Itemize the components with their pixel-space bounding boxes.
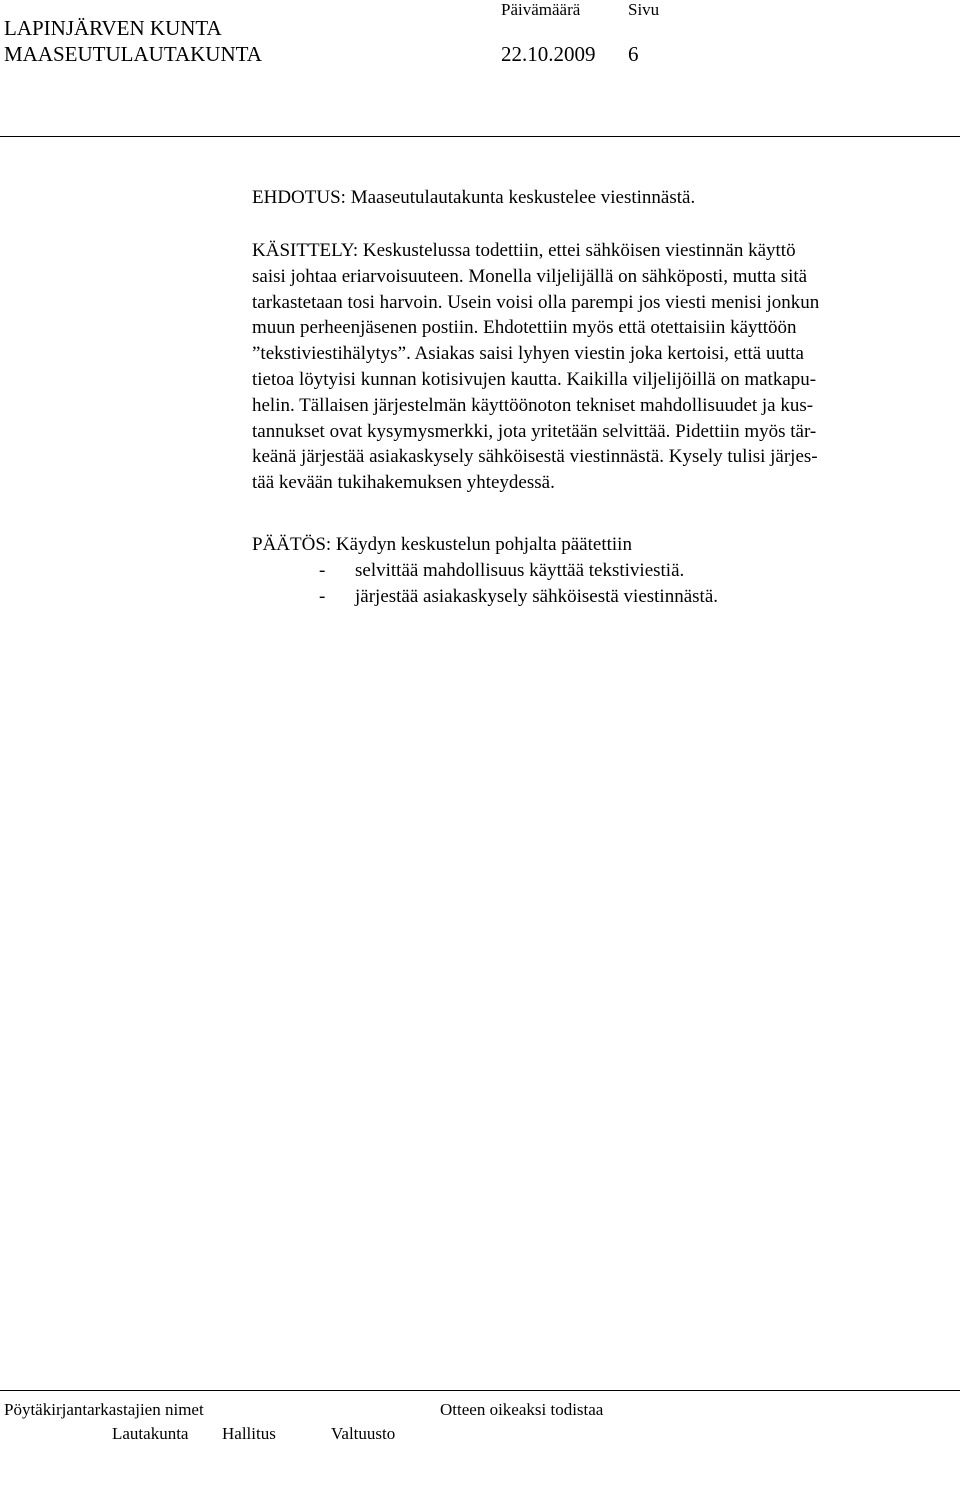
document-date: 22.10.2009 [501, 42, 596, 66]
council-label: Valtuusto [331, 1424, 396, 1443]
discussion-line: tietoa löytyisi kunnan kotisivujen kautta. Kaikilla viljelijöillä on matkapu- [252, 368, 817, 390]
certification-label: Otteen oikeaksi todistaa [440, 1400, 604, 1419]
discussion-line: tää kevään tukihakemuksen yhteydessä. [252, 472, 555, 494]
footer-divider [0, 1390, 960, 1391]
discussion-line: keänä järjestää asiakaskysely sähköisestä viestinnästä. Kysely tulisi järjes- [252, 446, 818, 468]
discussion-line: tannukset ovat kysymysmerkki, jota yritetään selvittää. Pidettiin myös tär- [252, 420, 817, 442]
discussion-line: helin. Tällaisen järjestelmän käyttöönoton tekniset mahdollisuudet ja kus- [252, 394, 814, 416]
discussion-line: saisi johtaa eriarvoisuuteen. Monella viljelijällä on sähköposti, mutta sitä [252, 265, 808, 287]
discussion-line: tarkastetaan tosi harvoin. Usein voisi olla parempi jos viesti menisi jonkun [252, 291, 820, 313]
minutes-checkers-label: Pöytäkirjantarkastajien nimet [4, 1400, 204, 1419]
proposal-paragraph [252, 185, 952, 211]
page-label: Sivu [628, 0, 660, 19]
list-dash: - [319, 586, 326, 607]
discussion-paragraph [252, 238, 952, 496]
header-divider [0, 136, 960, 137]
decision-paragraph [252, 532, 952, 558]
board-label: Lautakunta [112, 1424, 189, 1443]
government-label: Hallitus [222, 1424, 276, 1443]
decision-item-text: selvittää mahdollisuus käyttää tekstiviestiä. [355, 560, 685, 581]
discussion-line: ”tekstiviestihälytys”. Asiakas saisi lyhyen viestin joka kertoisi, että uutta [252, 343, 804, 365]
discussion-line: muun perheenjäsenen postiin. Ehdotettiin myös että otettaisiin käyttöön [252, 317, 797, 339]
committee-name: MAASEUTULAUTAKUNTA [4, 42, 262, 66]
list-dash: - [319, 560, 326, 581]
date-label: Päivämäärä [501, 0, 581, 19]
proposal-text: EHDOTUS: Maaseutulautakunta keskustelee viestinnästä. [252, 187, 696, 208]
organization-name: LAPINJÄRVEN KUNTA [4, 16, 222, 40]
decision-text: PÄÄTÖS: Käydyn keskustelun pohjalta päätettiin [252, 534, 632, 555]
decision-item-text: järjestää asiakaskysely sähköisestä viestinnästä. [355, 586, 719, 607]
discussion-line: KÄSITTELY: Keskustelussa todettiin, ettei sähköisen viestinnän käyttö [252, 240, 796, 261]
page-number: 6 [628, 42, 639, 66]
